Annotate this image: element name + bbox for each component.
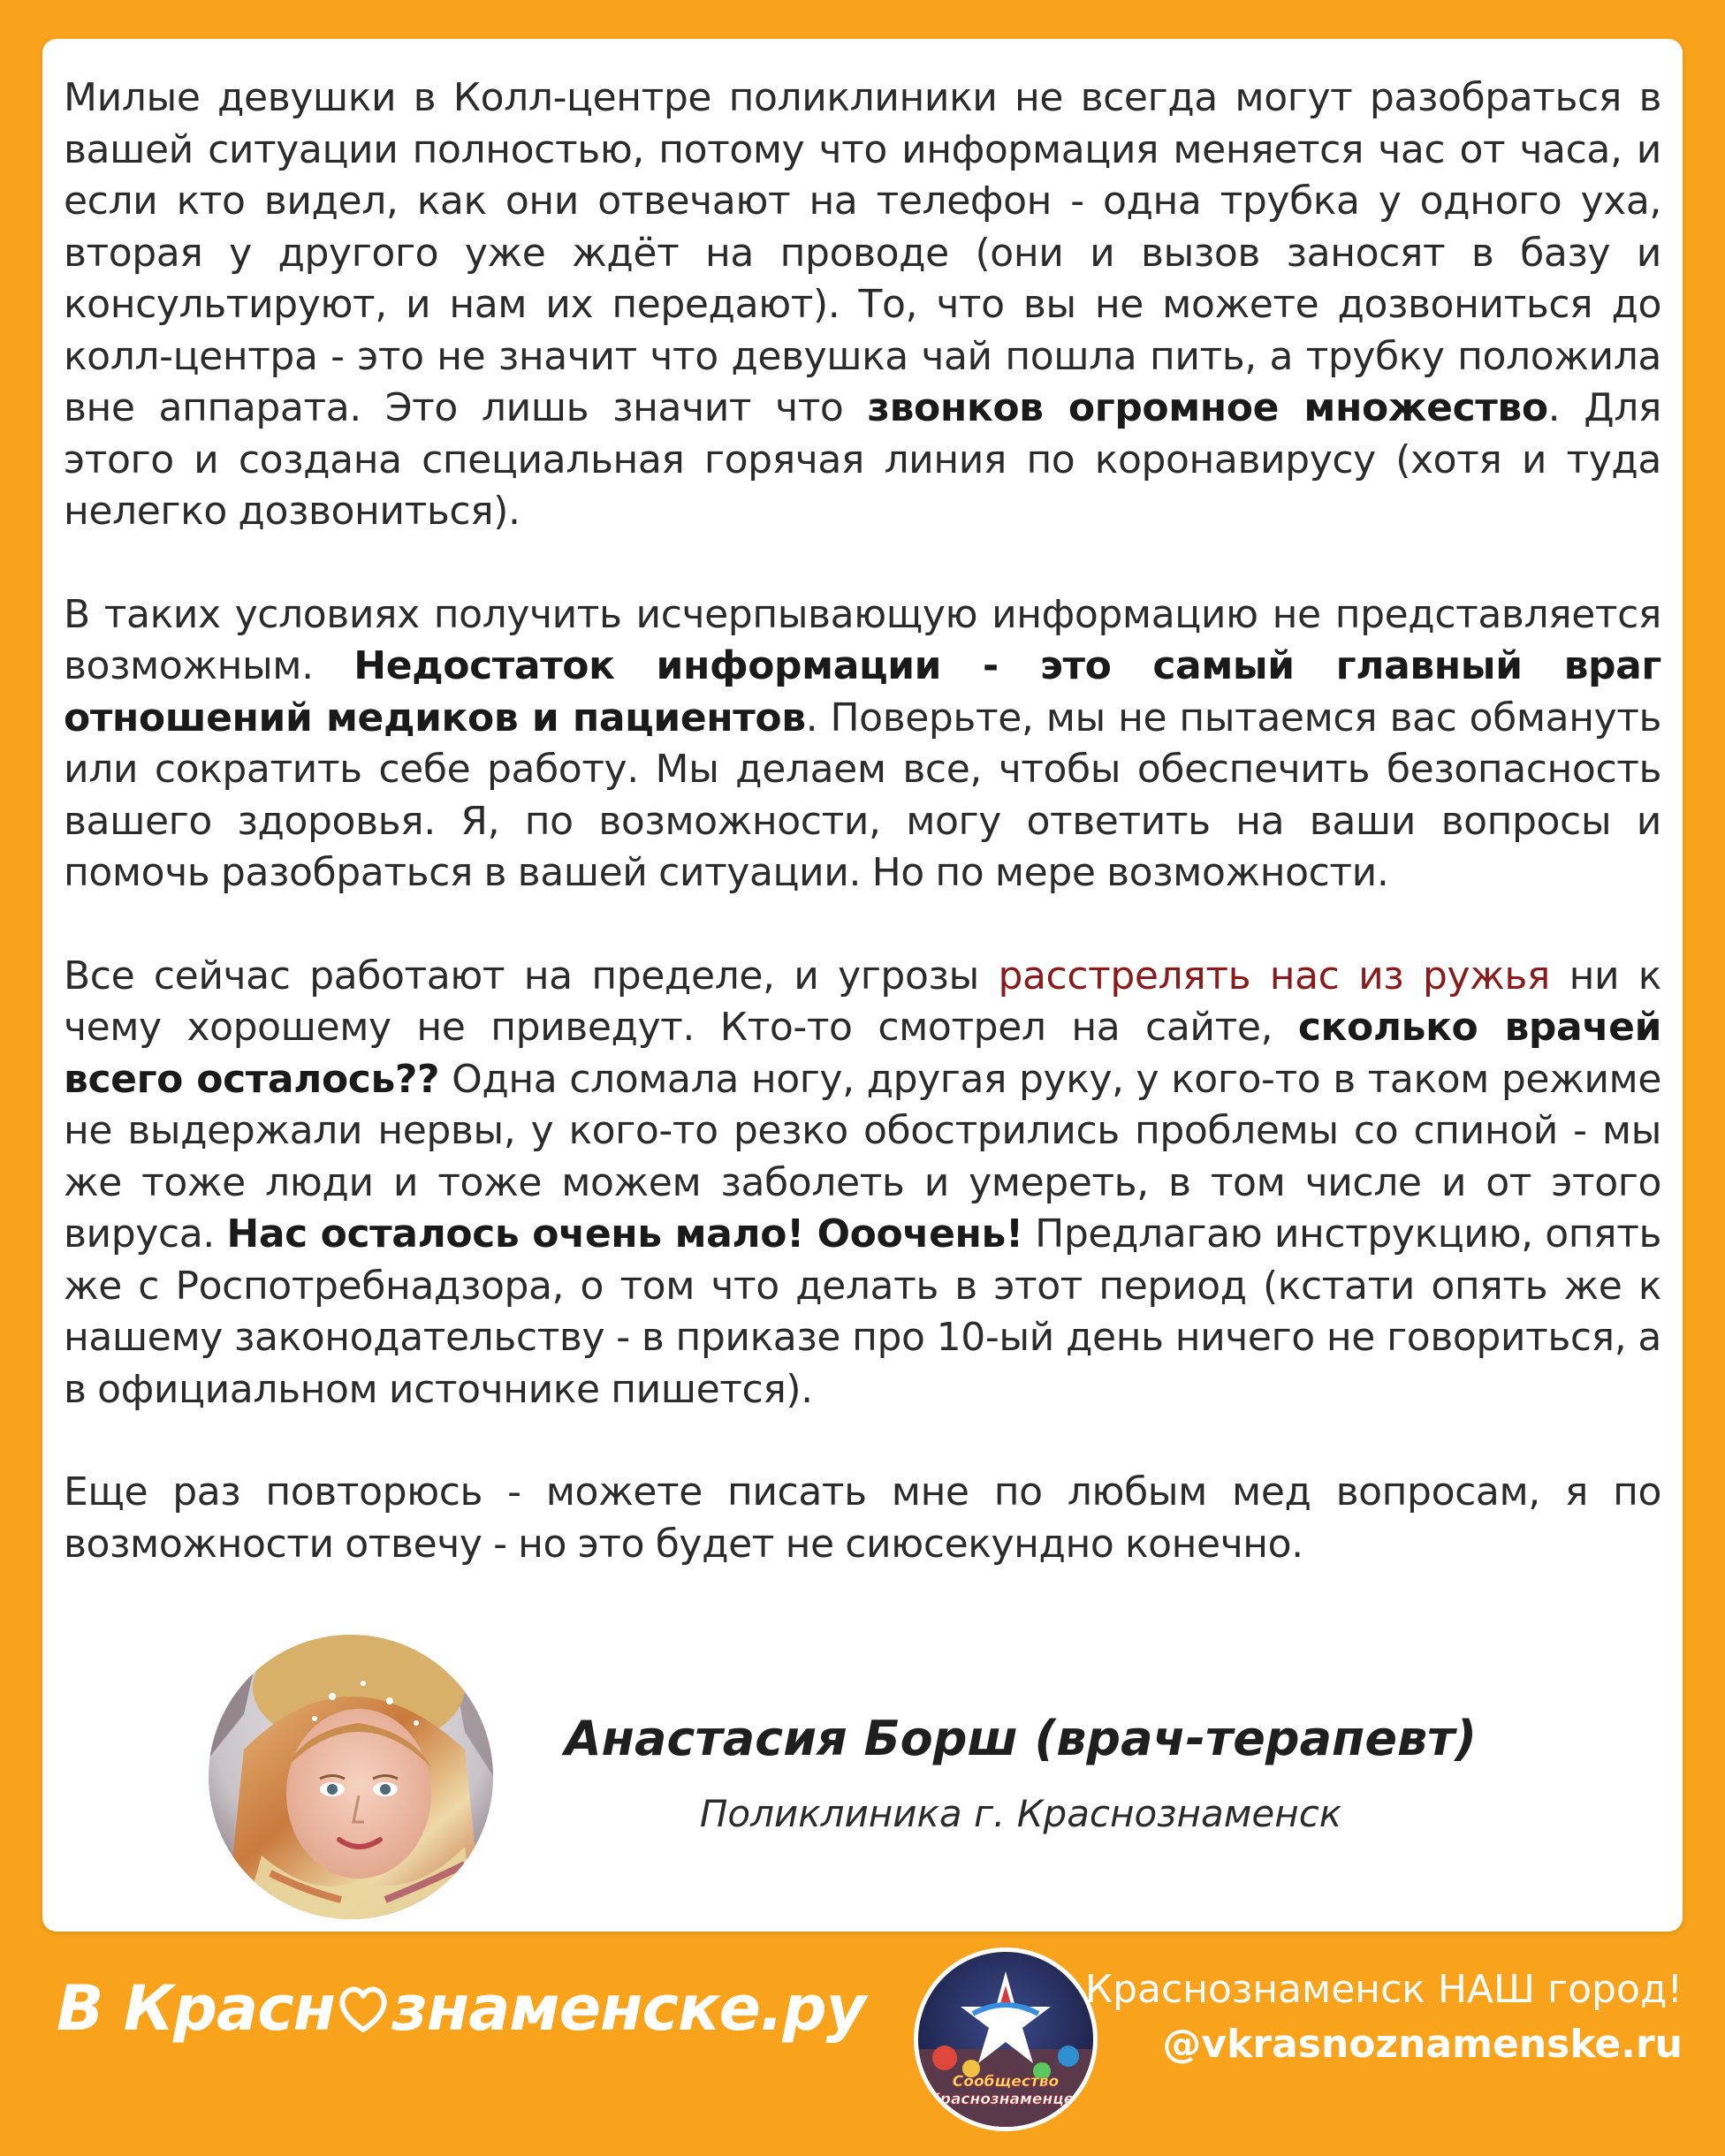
paragraph-3 (64, 951, 1661, 1416)
paragraph-2 (64, 589, 1661, 900)
author-name: Анастасия Борш (врач-терапевт) (564, 1711, 1478, 1766)
paragraph-4 (64, 1467, 1661, 1570)
p1-text-2: . Для этого и создана специальная горячая линия по коронавирусу (хотя и туда нелегко дозвониться). (64, 385, 1661, 534)
footer-brand-right: знаменске.ру (391, 1972, 866, 2045)
author-avatar (209, 1635, 493, 1919)
community-logo (914, 1947, 1098, 2131)
footer-brand-left: В Красн (57, 1972, 336, 2045)
heart-icon (337, 1984, 390, 2033)
footer-contacts (1085, 1963, 1683, 2073)
p2-bold-1: Недостаток информации - это самый главный враг отношений медиков и пациентов (64, 643, 1661, 740)
p3-bold-2: Нас осталось очень мало! Ооочень! (226, 1211, 1023, 1256)
p2-text-1: В таких условиях получить исчерпывающую информацию не представляется возможным. (64, 591, 1661, 688)
footer-brand (57, 1972, 865, 2045)
community-logo-line1: Сообщество (952, 2073, 1060, 2091)
p1-text-1: Милые девушки в Колл-центре поликлиники не всегда могут разобраться в вашей ситуации полностью, потому что информация меняется час от часа, и если кто видел, как они отвечают на телефон - одна трубка у одного уха, вторая у другого уже ждёт на проводе (они и вызов заносят в базу и консультируют, и нам их передают). То, что вы не можете дозвониться до колл-центра - это не значит что девушка чай пошла пить, а трубку положила вне аппарата. Это лишь значит что (64, 75, 1661, 430)
paragraph-1 (64, 72, 1661, 538)
community-logo-icon (918, 1952, 1093, 2127)
p2-text-2: . Поверьте, мы не пытаемся вас обмануть или сократить себе работу. Мы делаем все, чтобы обеспечить безопасность вашего здоровья. Я, по возможности, могу ответить на ваши вопросы и помочь разобраться в вашей ситуации. Но по мере возможности. (64, 695, 1662, 895)
author-portrait-icon (209, 1635, 493, 1919)
footer-handle[interactable]: @vkrasnoznamenske.ru (1162, 2022, 1683, 2067)
p3-text-1: Все сейчас работают на пределе, и угрозы (64, 953, 999, 998)
p3-text-3: Одна сломала ногу, другая руку, у кого-то в таком режиме не выдержали нервы, у кого-то резко обострились проблемы со спиной - мы же тоже люди и тоже можем заболеть и умереть, в том числе и от этого вируса. (64, 1056, 1661, 1256)
author-organization: Поликлиника г. Краснознаменск (699, 1792, 1342, 1835)
p4-text-1: Еще раз повторюсь - можете писать мне по любым мед вопросам, я по возможности отвечу - но это будет не сиюсекундно конечно. (64, 1469, 1661, 1567)
p1-bold-1: звонков огромное множество (867, 385, 1548, 430)
p3-text-4: Предлагаю инструкцию, опять же с Роспотребнадзора, о том что делать в этот период (кстати опять же к нашему законодательству - в приказе про 10-ый день ничего не говориться, а в официальном источнике пишется). (64, 1211, 1661, 1412)
community-logo-line2: Краснознаменцев (927, 2091, 1084, 2108)
p3-text-2: ни к чему хорошему не приведут. Кто-то смотрел на сайте, (64, 953, 1661, 1050)
p3-highlight-red: расстрелять нас из ружья (998, 953, 1550, 998)
article-body (64, 72, 1661, 1621)
p3-bold-1: сколько врачей всего осталось?? (64, 1005, 1661, 1102)
footer-slogan: Краснознаменск НАШ город! (1084, 1967, 1683, 2012)
